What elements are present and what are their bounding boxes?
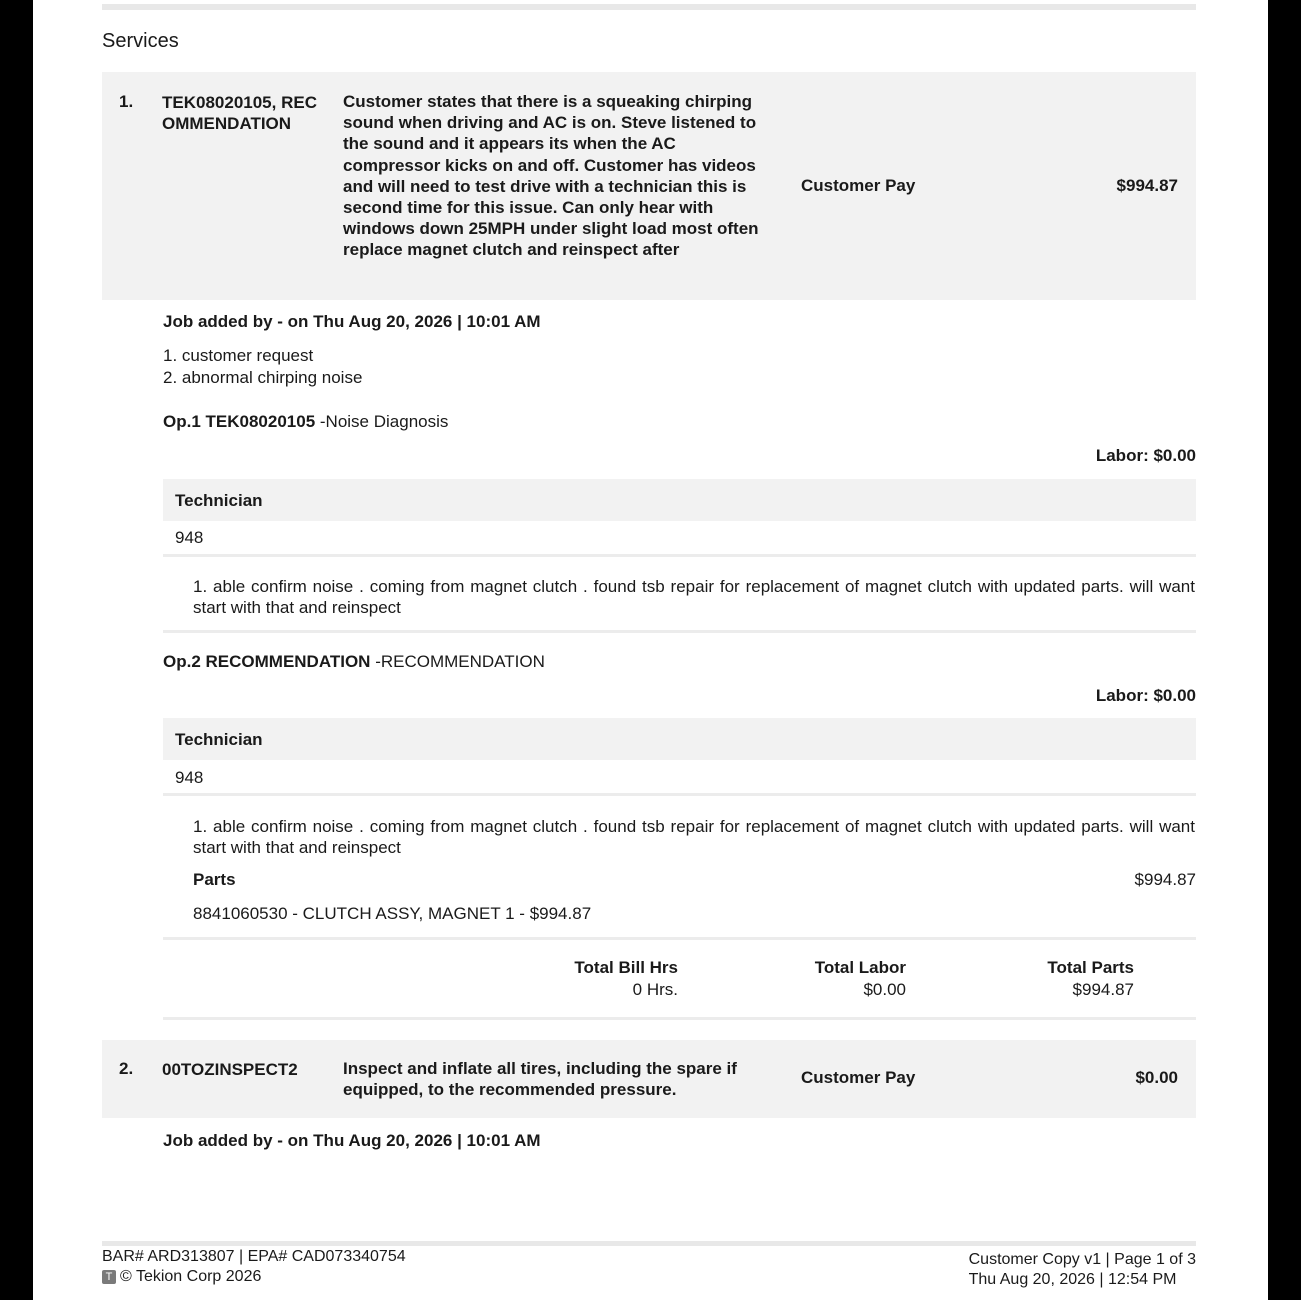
reason-item: 2. abnormal chirping noise <box>163 368 363 387</box>
footer-left <box>102 1247 406 1287</box>
total-parts <box>1047 957 1134 1001</box>
service-code: TEK08020105, RECOMMENDATION <box>162 93 317 133</box>
technician-header <box>163 479 1196 521</box>
total-bill-hrs <box>574 957 678 1001</box>
op-name: -RECOMMENDATION <box>370 652 545 671</box>
job-added: Job added by - on Thu Aug 20, 2026 | 10:01 AM <box>163 312 541 331</box>
total-labor-value: $0.00 <box>863 980 906 999</box>
op-name: -Noise Diagnosis <box>315 412 449 431</box>
divider <box>163 554 1196 557</box>
service-description: Customer states that there is a squeaking chirping sound when driving and AC is on. Steve listened to the sound and it appears its when the AC compressor kicks on and off. Customer has videos and will need to test drive with a technician this is second time for this issue. Can only hear with windows down 25MPH under slight load most often replace magnet clutch and reinspect after <box>343 92 759 260</box>
section-title: Services <box>102 30 179 52</box>
technician-id: 948 <box>175 528 204 547</box>
total-bill-hrs-value: 0 Hrs. <box>632 980 678 999</box>
divider <box>163 793 1196 796</box>
total-bill-hrs-label: Total Bill Hrs <box>574 958 678 977</box>
total-parts-label: Total Parts <box>1047 958 1134 977</box>
service-amount: $994.87 <box>1116 176 1178 195</box>
pay-type: Customer Pay <box>801 176 916 195</box>
technician-header-label: Technician <box>175 730 263 749</box>
labor-amount: Labor: $0.00 <box>1095 686 1196 705</box>
total-labor-label: Total Labor <box>814 958 906 977</box>
op-label: Op.2 RECOMMENDATION <box>163 652 371 671</box>
divider <box>163 630 1196 633</box>
job-added: Job added by - on Thu Aug 20, 2026 | 10:01 AM <box>163 1131 541 1150</box>
labor-amount: Labor: $0.00 <box>1095 446 1196 465</box>
total-labor <box>815 957 906 1001</box>
parts-label: Parts <box>193 870 236 889</box>
part-line: 8841060530 - CLUTCH ASSY, MAGNET 1 - $994.87 <box>193 904 592 923</box>
technician-id: 948 <box>175 768 204 787</box>
technician-note: 1. able confirm noise . coming from magnet clutch . found tsb repair for replacement of magnet clutch with updated parts. will want start with that and reinspect <box>193 817 1195 857</box>
divider <box>163 1017 1196 1020</box>
document-page <box>33 0 1268 1300</box>
service-number: 2. <box>119 1059 134 1078</box>
op-heading <box>163 412 448 432</box>
service-row-2 <box>102 1040 1196 1118</box>
technician-note: 1. able confirm noise . coming from magnet clutch . found tsb repair for replacement of magnet clutch with updated parts. will want start with that and reinspect <box>193 577 1195 617</box>
divider <box>163 937 1196 940</box>
copy-page: Customer Copy v1 | Page 1 of 3 <box>968 1251 1196 1268</box>
bar-epa: BAR# ARD313807 | EPA# CAD073340754 <box>102 1248 406 1265</box>
op-label: Op.1 TEK08020105 <box>163 412 316 431</box>
total-parts-value: $994.87 <box>1072 980 1134 999</box>
pay-type: Customer Pay <box>801 1068 916 1087</box>
technician-header <box>163 718 1196 760</box>
reason-item: 1. customer request <box>163 346 314 365</box>
printed-date: Thu Aug 20, 2026 | 12:54 PM <box>968 1271 1177 1288</box>
top-divider <box>102 4 1196 10</box>
service-number: 1. <box>119 92 134 111</box>
footer-right <box>969 1250 1196 1290</box>
tekion-logo-icon: T <box>102 1270 116 1284</box>
service-amount: $0.00 <box>1135 1068 1178 1087</box>
service-code: 00TOZINSPECT2 <box>162 1060 298 1079</box>
op-heading <box>163 652 545 672</box>
copyright: © Tekion Corp 2026 <box>120 1268 262 1285</box>
service-description: Inspect and inflate all tires, including the spare if equipped, to the recommended pressure. <box>343 1059 737 1100</box>
technician-header-label: Technician <box>175 491 263 510</box>
footer-divider <box>102 1241 1196 1246</box>
parts-total: $994.87 <box>1134 870 1196 889</box>
copyright-line <box>102 1267 406 1287</box>
service-row-1 <box>102 72 1196 300</box>
